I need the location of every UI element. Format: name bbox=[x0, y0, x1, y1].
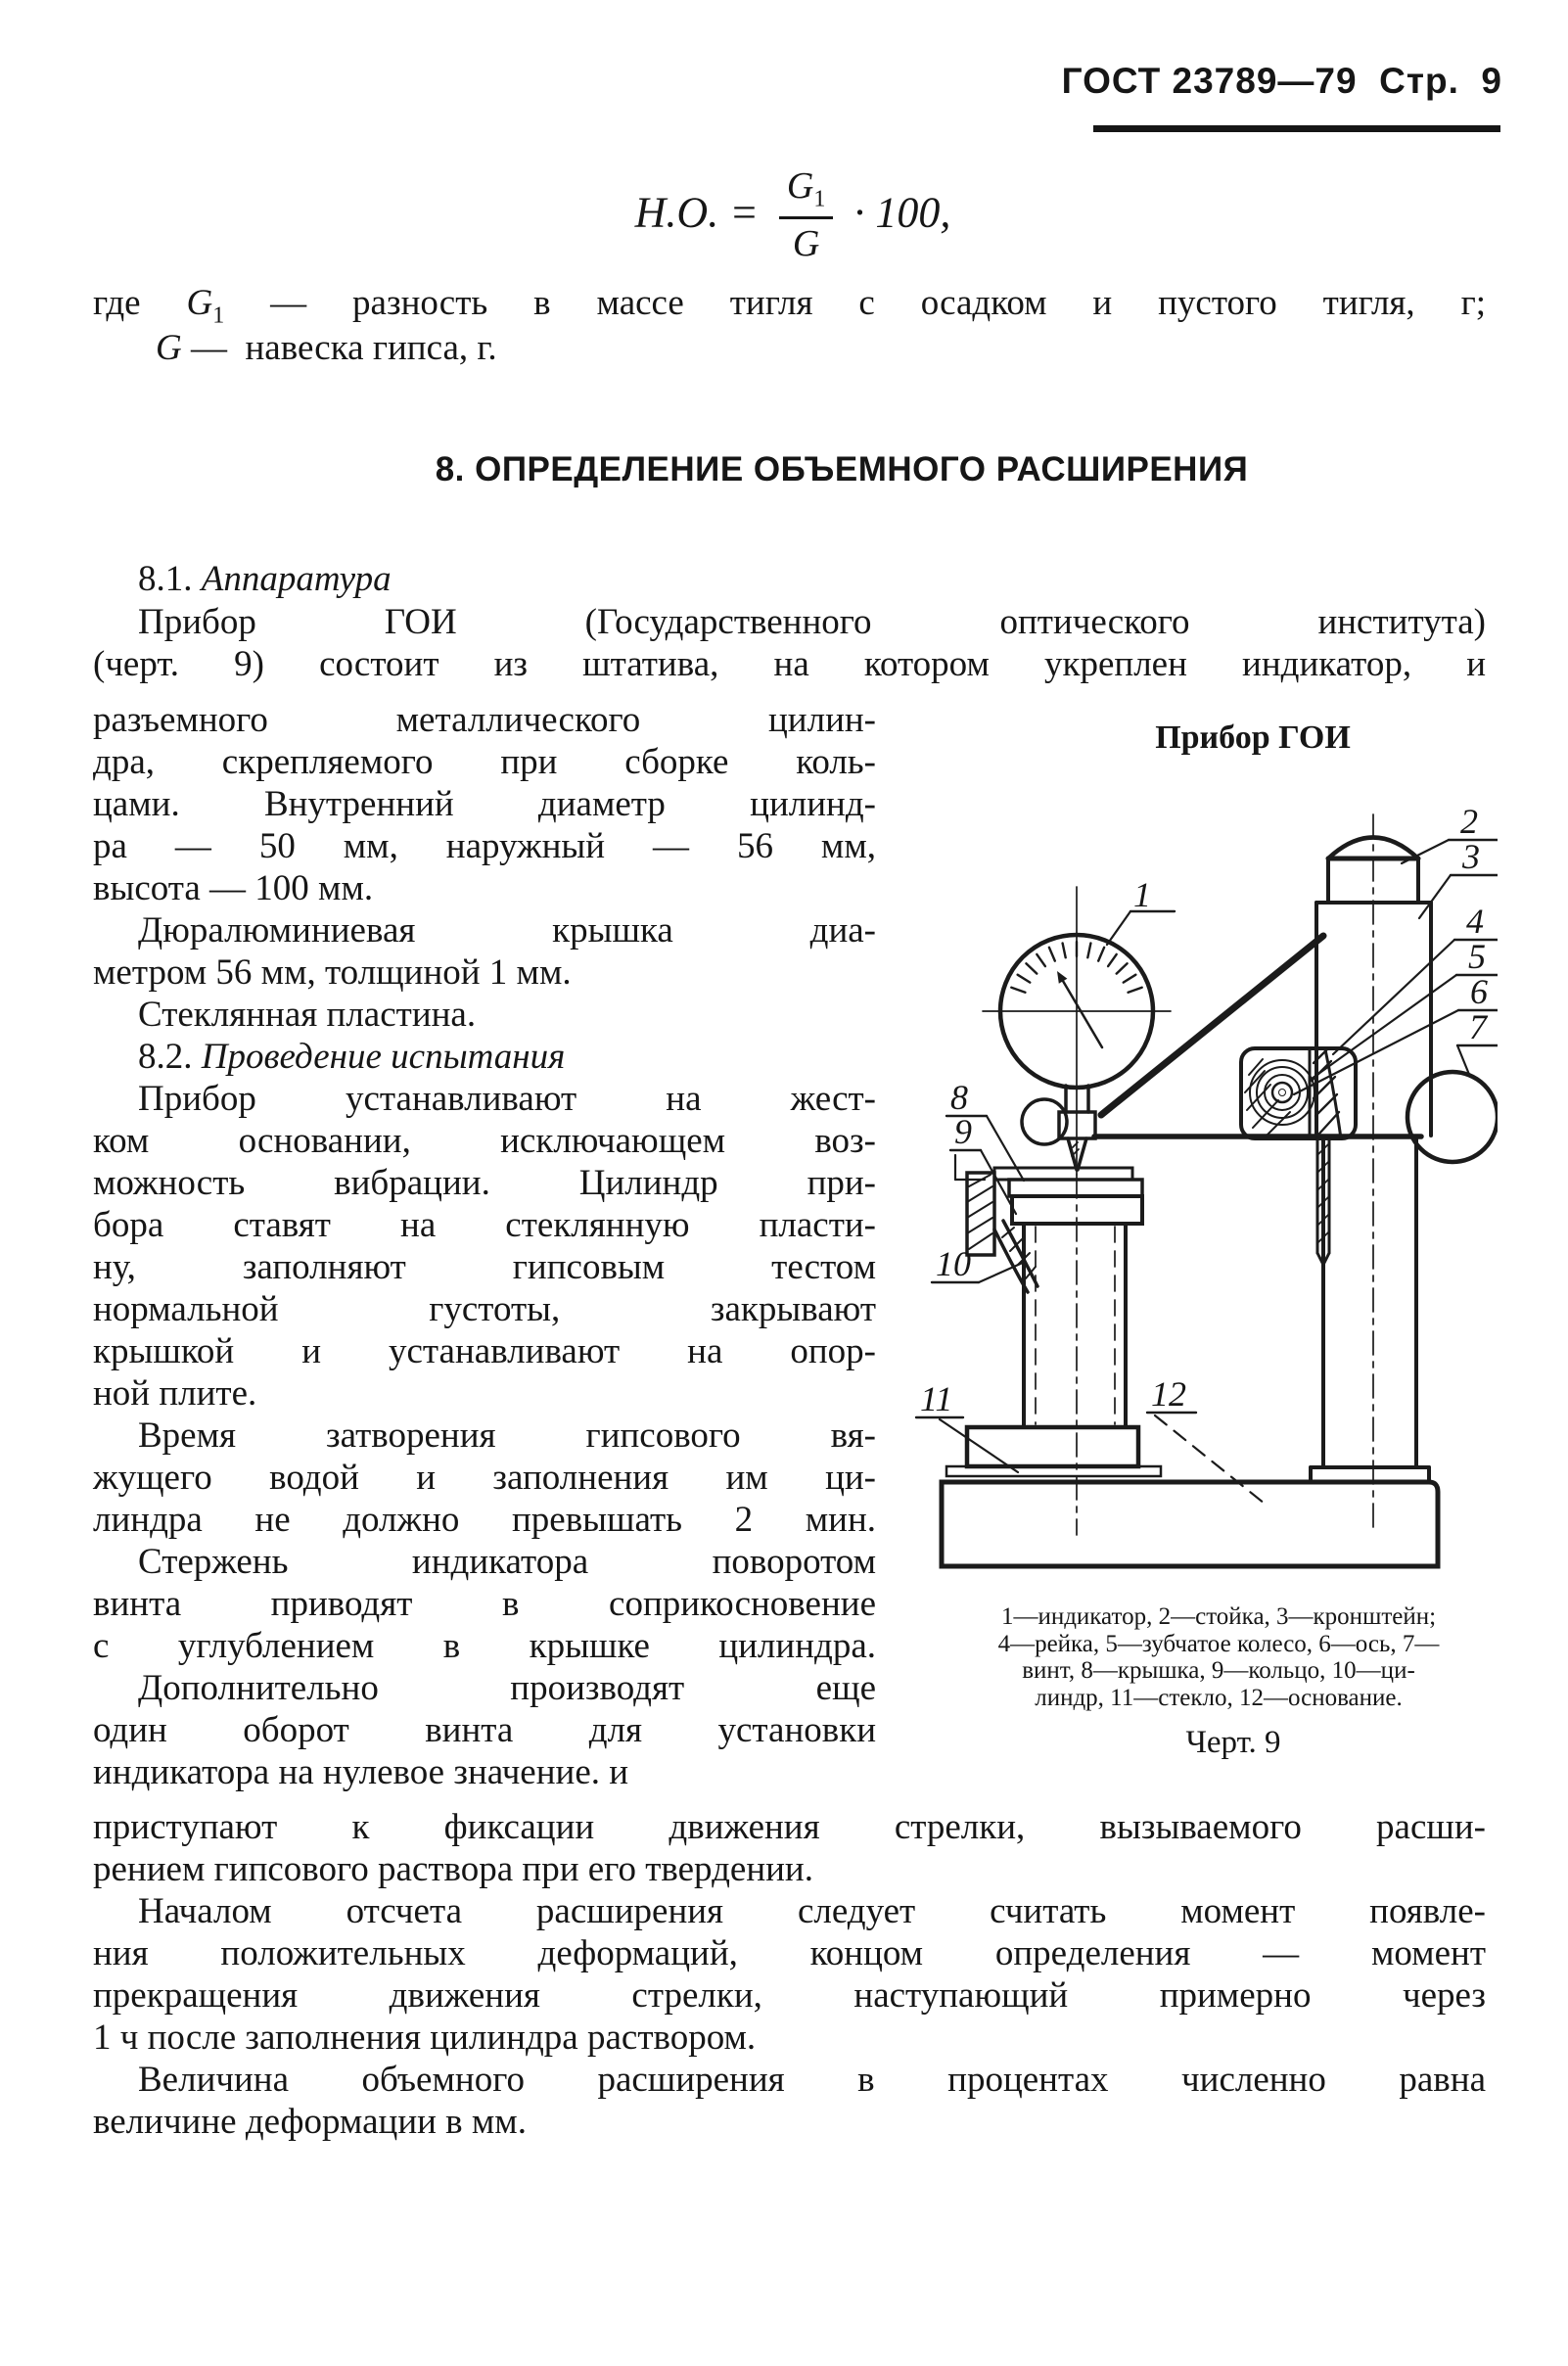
svg-text:5: 5 bbox=[1468, 937, 1486, 976]
text-line: с углублением в крышке цилиндра. bbox=[93, 1626, 876, 1666]
definition-g1: разность в массе тигля с осадком и пустого тигля, г; bbox=[352, 283, 1487, 323]
lid-plate bbox=[994, 1168, 1132, 1180]
symbol-g1: G bbox=[186, 283, 213, 323]
svg-text:11: 11 bbox=[920, 1379, 953, 1418]
text-line: один оборот винта для установки bbox=[93, 1710, 876, 1750]
text-line: Стеклянная пластина. bbox=[138, 995, 477, 1035]
text-line: приступают к фиксации движения стрелки, вызываемого расши- bbox=[93, 1807, 1486, 1847]
svg-text:1: 1 bbox=[1133, 875, 1151, 914]
text-line: линдра не должно превышать 2 мин. bbox=[93, 1500, 876, 1540]
text-line: ра — 50 мм, наружный — 56 мм, bbox=[93, 826, 876, 866]
text-line: винта приводят в соприкосновение bbox=[93, 1584, 876, 1624]
text-line: крышкой и устанавливают на опор- bbox=[93, 1331, 876, 1371]
formula-lhs: Н.О. bbox=[634, 188, 719, 237]
text-line: Началом отсчета расширения следует считать момент появле- bbox=[138, 1891, 1486, 1931]
text-line: 1 ч после заполнения цилиндра раствором. bbox=[93, 2018, 757, 2058]
text-line: прекращения движения стрелки, наступающий примерно через bbox=[93, 1975, 1486, 2016]
lid-layer bbox=[1009, 1180, 1142, 1196]
text-line: высота — 100 мм. bbox=[93, 868, 374, 908]
text-line: Время затворения гипсового вя- bbox=[138, 1415, 876, 1456]
header-rule bbox=[1093, 125, 1500, 132]
subsection-81-heading bbox=[93, 558, 1486, 600]
text-line: бора ставят на стеклянную пласти- bbox=[93, 1205, 876, 1245]
cylinder-foot bbox=[967, 1427, 1138, 1466]
figure-number: Черт. 9 bbox=[1185, 1725, 1281, 1760]
caption-line: линдр, 11—стекло, 12—основание. bbox=[1035, 1684, 1403, 1711]
formula-denominator: G bbox=[792, 222, 820, 264]
left-text-column bbox=[93, 699, 876, 1793]
section-heading: 8. ОПРЕДЕЛЕНИЕ ОБЪЕМНОГО РАСШИРЕНИЯ bbox=[435, 450, 1249, 488]
label-1 bbox=[1107, 875, 1175, 945]
text-line: дра, скрепляемого при сборке коль- bbox=[93, 742, 876, 782]
svg-text:4: 4 bbox=[1466, 902, 1484, 941]
definition-g: навеска гипса, г. bbox=[245, 328, 497, 368]
formula-numerator-sub: 1 bbox=[813, 186, 826, 212]
formula-tail: · 100, bbox=[853, 188, 951, 237]
text-line: ну, заполняют гипсовым тестом bbox=[93, 1247, 876, 1287]
caption-line: винт, 8—крышка, 9—кольцо, 10—ци- bbox=[1022, 1657, 1415, 1684]
text-line: (черт. 9) состоит из штатива, на котором укреплен индикатор, и bbox=[93, 644, 1486, 684]
svg-text:10: 10 bbox=[936, 1244, 971, 1283]
text-line: величине деформации в мм. bbox=[93, 2102, 527, 2142]
text-line: ком основании, исключающем воз- bbox=[93, 1121, 876, 1161]
base-plate bbox=[942, 1482, 1438, 1566]
bottom-text-block bbox=[93, 1806, 1486, 2143]
text-line: рением гипсового раствора при его твердении. bbox=[93, 1849, 813, 1889]
text-line: Прибор ГОИ (Государственного оптического института) bbox=[138, 602, 1486, 642]
text-line: цами. Внутренний диаметр цилинд- bbox=[93, 784, 876, 824]
indicator-needle bbox=[1057, 971, 1102, 1047]
caption-line: 4—рейка, 5—зубчатое колесо, 6—ось, 7— bbox=[997, 1630, 1440, 1657]
dash: — bbox=[270, 283, 307, 323]
svg-text:9: 9 bbox=[954, 1112, 972, 1151]
formula-fraction bbox=[779, 164, 833, 265]
svg-text:2: 2 bbox=[1460, 802, 1478, 841]
label-7 bbox=[1457, 1007, 1498, 1077]
text-line: разъемного металлического цилин- bbox=[93, 700, 876, 740]
text-line: Прибор устанавливают на жест- bbox=[138, 1079, 876, 1119]
formula bbox=[88, 166, 1498, 267]
svg-text:7: 7 bbox=[1469, 1007, 1487, 1046]
subsection-title: Проведение испытания bbox=[201, 1037, 566, 1077]
svg-text:3: 3 bbox=[1462, 837, 1480, 876]
subsection-number: 8.1. bbox=[138, 559, 193, 599]
svg-text:12: 12 bbox=[1151, 1374, 1186, 1414]
goi-device-figure bbox=[910, 773, 1498, 1586]
subsection-title: Аппаратура bbox=[201, 559, 392, 599]
text-line: нормальной густоты, закрывают bbox=[93, 1289, 876, 1329]
figure-callouts bbox=[916, 802, 1498, 1504]
page-header: ГОСТ 23789—79 Стр. 9 bbox=[1061, 61, 1502, 101]
symbol-g: G bbox=[156, 328, 182, 368]
cylinder-assembly bbox=[946, 1168, 1161, 1476]
formula-equals: = bbox=[729, 188, 759, 237]
svg-text:6: 6 bbox=[1470, 972, 1488, 1011]
text-line: Дополнительно производят еще bbox=[138, 1668, 876, 1708]
text-line: можность вибрации. Цилиндр при- bbox=[93, 1163, 876, 1203]
where-line-2 bbox=[93, 327, 1486, 369]
formula-numerator: G bbox=[786, 165, 814, 207]
text-line: индикатора на нулевое значение. и bbox=[93, 1752, 629, 1792]
svg-text:8: 8 bbox=[950, 1078, 968, 1117]
where-keyword: где bbox=[93, 283, 141, 323]
text-line: жущего водой и заполнения им ци- bbox=[93, 1458, 876, 1498]
text-line: Дюралюминиевая крышка диа- bbox=[138, 910, 876, 951]
dash: — bbox=[190, 328, 227, 368]
subsection-number: 8.2. bbox=[138, 1037, 193, 1077]
subsection-82-heading bbox=[93, 1036, 876, 1078]
gear-housing bbox=[1241, 1048, 1356, 1138]
caption-line: 1—индикатор, 2—стойка, 3—кронштейн; bbox=[1000, 1603, 1437, 1630]
figure-title: Прибор ГОИ bbox=[1155, 719, 1351, 756]
adjust-knob bbox=[1407, 1072, 1498, 1162]
text-line: ной плите. bbox=[93, 1373, 257, 1414]
symbol-g1-sub: 1 bbox=[212, 302, 225, 329]
text-line: Величина объемного расширения в процентах численно равна bbox=[138, 2060, 1486, 2100]
label-9 bbox=[950, 1112, 1016, 1214]
figure-caption bbox=[935, 1603, 1502, 1711]
text-line: метром 56 мм, толщиной 1 мм. bbox=[93, 952, 572, 993]
text-line: ния положительных деформаций, концом определения — момент bbox=[93, 1933, 1486, 1973]
text-line: Стержень индикатора поворотом bbox=[138, 1542, 876, 1582]
